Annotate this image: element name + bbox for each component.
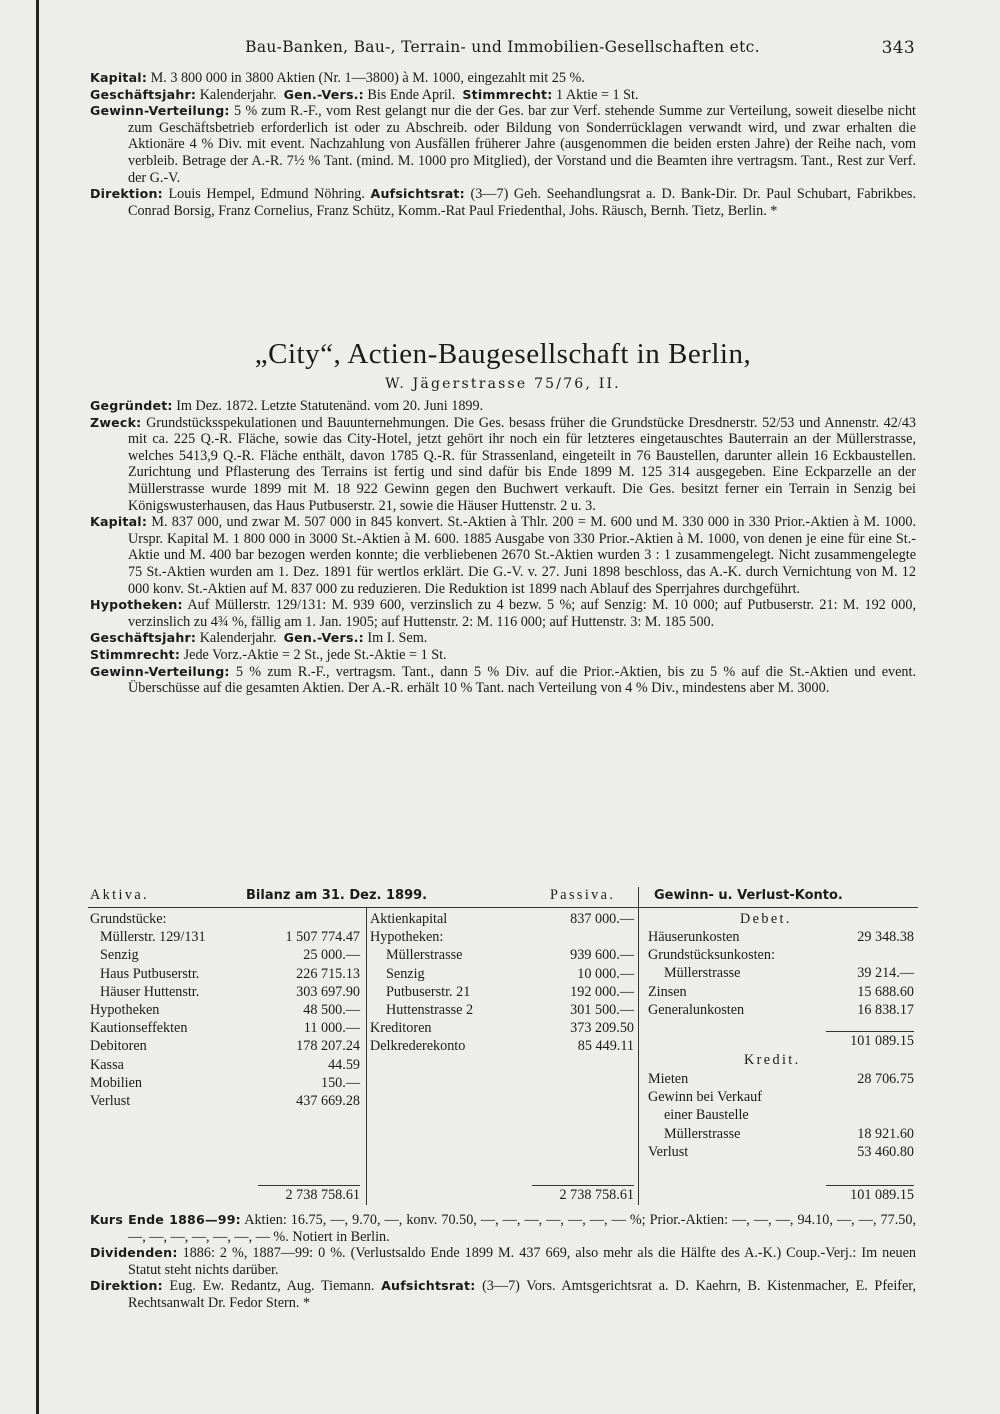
row-label: Debitoren [90, 1038, 147, 1055]
value: Eug. Ew. Redantz, Aug. Tiemann. [169, 1278, 375, 1295]
row-value: 192 000.— [570, 983, 634, 1000]
value: 1886: 2 %, 1887—99: 0 %. (Verlustsaldo Ende 1899 M. 437 669, also mehr als die Hälfte des A.-K.) Coup.-Verj.: Im neuen Statut steht nichts darüber. [128, 1245, 916, 1278]
label: Direktion: [90, 1278, 163, 1294]
total-rule [258, 1185, 360, 1186]
bilanz-title: Bilanz am 31. Dez. 1899. [246, 888, 428, 903]
row-value: 303 697.90 [296, 983, 360, 1000]
row-label: Haus Putbuserstr. [100, 965, 200, 982]
row-label: Putbuserstr. 21 [386, 983, 471, 1000]
label: Stimmrecht: [90, 646, 181, 662]
row-value: 1 507 774.47 [285, 929, 360, 946]
row-value: 437 669.28 [296, 1093, 360, 1109]
row-label: Mieten [648, 1071, 689, 1087]
label: Dividenden: [90, 1245, 178, 1261]
row-label: Hypotheken [90, 1002, 160, 1018]
total-rule [532, 1185, 634, 1186]
row-label: Kautionseffekten [90, 1020, 188, 1037]
row-label: Verlust [648, 1143, 689, 1160]
row-label: Kassa [90, 1056, 124, 1073]
row-label: Verlust [90, 1093, 131, 1109]
row-value: 15 688.60 [857, 983, 914, 1000]
row-label: Müllerstrasse [386, 947, 463, 964]
column-rule [366, 907, 367, 1205]
label: Geschäftsjahr: [90, 630, 197, 646]
value: Jede Vorz.-Aktie = 2 St., jede St.-Aktie = 1 St. [183, 646, 447, 663]
value: Im Dez. 1872. Letzte Statutenänd. vom 20. Juni 1899. [176, 398, 484, 414]
header-title: Bau-Banken, Bau-, Terrain- und Immobilien-Gesellschaften etc. [245, 38, 760, 56]
row-value: 178 207.24 [296, 1038, 360, 1055]
row-value: 25 000.— [303, 947, 360, 964]
kurs [90, 1212, 916, 1245]
row-value: 10 000.— [577, 965, 634, 982]
prev-kapital [90, 70, 916, 87]
kapital [90, 514, 916, 597]
label: Gen.-Vers.: [283, 86, 364, 102]
row-label: Häuser Huttenstr. [100, 983, 200, 1000]
row-value: 44.59 [328, 1056, 360, 1073]
row-value: 11 000.— [303, 1020, 360, 1037]
label: Kapital: [90, 70, 148, 85]
kredit-label: Kredit. [744, 1052, 801, 1068]
row-label: Müllerstr. 129/131 [100, 929, 206, 946]
closing-entry [90, 1212, 916, 1312]
label: Gen.-Vers.: [283, 630, 364, 646]
row-label: Delkrederekonto [370, 1038, 466, 1055]
row-value: 150.— [320, 1074, 360, 1091]
value: Im I. Sem. [367, 630, 428, 647]
value: Louis Hempel, Edmund Nöhring. [168, 186, 365, 203]
value: 5 % zum R.-F., vom Rest gelangt nur die der Ges. bar zur Verf. stehende Summe zur Verteilung, soweit dieselbe nicht zum Geschäftsbetrieb erforderlich ist oder zu Abschreib. oder Bildung von Sonderrücklagen verwandt wird, und zwar erhalten die Aktionäre 4 % Div. mit event. Nachzahlung von Ausfällen früherer Jahre (ausgenommen die beiden ersten Jahre) der Reihe nach, vom verbleib. Betrage der A.-R. 7½ % Tant. (mind. M. 1000 pro Mitglied), der Vorstand und die Beamten ihre vertragsm. Tant., Rest zur Verf. der G.-V. [128, 103, 916, 186]
row-value: 373 209.50 [570, 1020, 634, 1037]
aktiva-total: 2 738 758.61 [285, 1187, 360, 1203]
stimmrecht [90, 647, 916, 664]
row-value: 226 715.13 [296, 965, 360, 982]
row-value: 939 600.— [570, 947, 634, 964]
prev-gewinn [90, 103, 916, 186]
row-label: Zinsen [648, 983, 687, 1000]
row-value: 18 921.60 [857, 1125, 914, 1142]
label: Aufsichtsrat: [381, 1278, 476, 1294]
label: Geschäftsjahr: [90, 86, 197, 102]
row-value: 301 500.— [570, 1002, 634, 1018]
debet-total: 101 089.15 [850, 1033, 914, 1049]
total-rule [826, 1031, 914, 1032]
label: Direktion: [90, 186, 163, 202]
previous-entry [90, 70, 916, 219]
value: Aktien: 16.75, —, 9.70, —, konv. 70.50, —, —, —, —, —, —, — %; Prior.-Aktien: —, —, —, 94.10, —, —, 77.50, —, —, —, —, —, —, — %. Notiert in Berlin. [128, 1212, 917, 1245]
balance-sheet [88, 887, 918, 1205]
label: Gewinn-Verteilung: [90, 663, 230, 679]
label: Stimmrecht: [462, 86, 553, 102]
row-value: 16 838.17 [857, 1001, 914, 1018]
row-label: Gewinn bei Verkauf [648, 1089, 762, 1106]
row-label: Aktienkapital [370, 911, 448, 927]
direktion [90, 1278, 916, 1311]
prev-meta [90, 87, 916, 104]
row-value: 48 500.— [303, 1002, 360, 1018]
meta [90, 630, 916, 647]
row-label: Senzig [386, 965, 425, 982]
row-value: 53 460.80 [857, 1143, 914, 1160]
zweck [90, 415, 916, 515]
label: Gewinn-Verteilung: [90, 103, 230, 119]
label: Zweck: [90, 414, 142, 430]
gewinn-verteilung [90, 664, 916, 697]
page-number: 343 [881, 38, 915, 58]
hypotheken [90, 597, 916, 630]
value: (3—7) Geh. Seehandlungsrat a. D. Bank-Dir. Dr. Paul Schubart, Fabrikbes. Conrad Borsig, Franz Cornelius, Franz Schütz, Komm.-Rat Paul Friedenthal, Johs. Räusch, Bernh. Tietz, Berlin. * [128, 186, 917, 219]
running-header [90, 38, 915, 56]
value: M. 3 800 000 in 3800 Aktien (Nr. 1—3800) à M. 1000, eingezahlt mit 25 %. [150, 70, 585, 86]
value: M. 837 000, und zwar M. 507 000 in 845 konvert. St.-Aktien à Thlr. 200 = M. 600 und M. 330 000 in 330 Prior.-Aktien à M. 1000. Urspr. Kapital M. 1 800 000 in 3000 St.-Aktien à M. 600. 1885 Ausgabe von 330 Prior.-Aktien à M. 1000, von denen je eine für eine St.-Aktie und M. 400 bar bezogen werden konnte; die verbliebenen 2670 St.-Aktien wurden 3 : 1 zusammengelegt. Nicht zusammengelegte 75 St.-Aktien wurden am 1. Dez. 1891 für wertlos erklärt. Die G.-V. v. 27. Juni 1898 beschloss, das A.-K. durch Vernichtung von M. 12 000 konv. St.-Aktien auf M. 837 000 zu reduzieren. Die Reduktion ist 1899 nach Ablauf des Sperrjahres durchgeführt. [128, 514, 917, 597]
header-rule [88, 907, 918, 908]
value: Bis Ende April. [367, 86, 456, 103]
value: 1 Aktie = 1 St. [556, 86, 639, 103]
row-label: Kreditoren [370, 1020, 432, 1037]
value: Kalenderjahr. [199, 86, 277, 103]
row-label: Grundstücksunkosten: [648, 947, 775, 964]
page-edge-bar [36, 0, 39, 1414]
value: (3—7) Vors. Amtsgerichtsrat a. D. Kaehrn, B. Kistenmacher, E. Pfeifer, Rechtsanwalt Dr. Fedor Stern. * [128, 1278, 917, 1311]
row-label: Müllerstrasse [664, 1125, 741, 1142]
row-label: Grundstücke: [90, 911, 167, 927]
label: Aufsichtsrat: [370, 186, 465, 202]
column-rule [638, 887, 639, 1205]
row-label: Huttenstrasse 2 [386, 1002, 474, 1018]
passiva-total: 2 738 758.61 [559, 1187, 634, 1203]
company-entry [90, 398, 916, 697]
value: Grundstücksspekulationen und Bauunternehmungen. Die Ges. besass früher die Grundstücke Dresdnerstr. 52/53 und Annenstr. 42/43 mit ca. 225 Q.-R. Fläche, sowie das City-Hotel, jetzt gehört ihr noch ein für letzteres eingetauschtes Bauterrain an der Müllerstrasse, welches 5413,9 Q.-R. Fläche enthält, davon 1785 Q.-R. für Strassenland, eingeteilt in 76 Baustellen, darunter allein 16 Eckbaustellen. Zurichtung und Pflasterung des Terrains ist fertig und sind dafür bis Ende 1899 M. 125 314 ausgegeben. Eine Eckparzelle an der Müllerstrasse wurde 1899 mit M. 18 922 Gewinn gegen den Buchwert verkauft. Die Ges. besitzt ferner ein Terrain in Senzig bei Königswusterhausen, das Haus Putbuserstr. 21, sowie die Häuser Huttenstr. 2 u. 3. [128, 414, 917, 514]
gegruendet [90, 398, 916, 415]
value: Kalenderjahr. [199, 630, 277, 647]
value: Auf Müllerstr. 129/131: M. 939 600, verzinslich zu 4 bezw. 5 %; auf Senzig: M. 10 000; auf Putbuserstr. 21: M. 192 000, verzinslich zu 4¾ %, fällig am 1. Jan. 1905; auf Huttenstr. 2: M. 116 000; auf Huttenstr. 3: M. 185 500. [128, 597, 916, 630]
kredit-total: 101 089.15 [850, 1187, 914, 1203]
row-value: 85 449.11 [577, 1038, 634, 1055]
gv-title: Gewinn- u. Verlust-Konto. [654, 888, 843, 903]
company-title: „City“, Actien-Baugesellschaft in Berlin, [254, 338, 752, 370]
dividenden [90, 1245, 916, 1278]
row-label: Generalunkosten [648, 1001, 745, 1018]
label: Gegründet: [90, 398, 173, 413]
passiva-label: Passiva. [550, 887, 616, 903]
aktiva-label: Aktiva. [90, 887, 149, 903]
label: Kurs Ende 1886—99: [90, 1212, 241, 1227]
row-label: einer Baustelle [664, 1107, 749, 1124]
company-address: W. Jägerstrasse 75/76, II. [385, 376, 621, 392]
row-label: Müllerstrasse [664, 965, 741, 982]
row-label: Hypotheken: [370, 929, 444, 946]
row-label: Häuserunkosten [648, 929, 740, 945]
prev-direktion [90, 186, 916, 219]
row-value: 28 706.75 [857, 1071, 914, 1087]
row-value: 837 000.— [570, 911, 634, 927]
row-label: Senzig [100, 947, 139, 964]
label: Hypotheken: [90, 597, 183, 613]
value: 5 % zum R.-F., vertragsm. Tant., dann 5 % Div. auf die Prior.-Aktien, bis zu 5 % auf die St.-Aktien und event. Überschüsse auf die gesamten Aktien. Der A.-R. erhält 10 % Tant. nach Verteilung von 4 % Div., mindestens aber M. 3000. [128, 663, 916, 697]
row-label: Mobilien [90, 1074, 143, 1091]
row-value: 29 348.38 [857, 929, 914, 945]
label: Kapital: [90, 514, 148, 530]
row-value: 39 214.— [857, 965, 914, 982]
debet-label: Debet. [740, 911, 792, 927]
total-rule [826, 1185, 914, 1186]
